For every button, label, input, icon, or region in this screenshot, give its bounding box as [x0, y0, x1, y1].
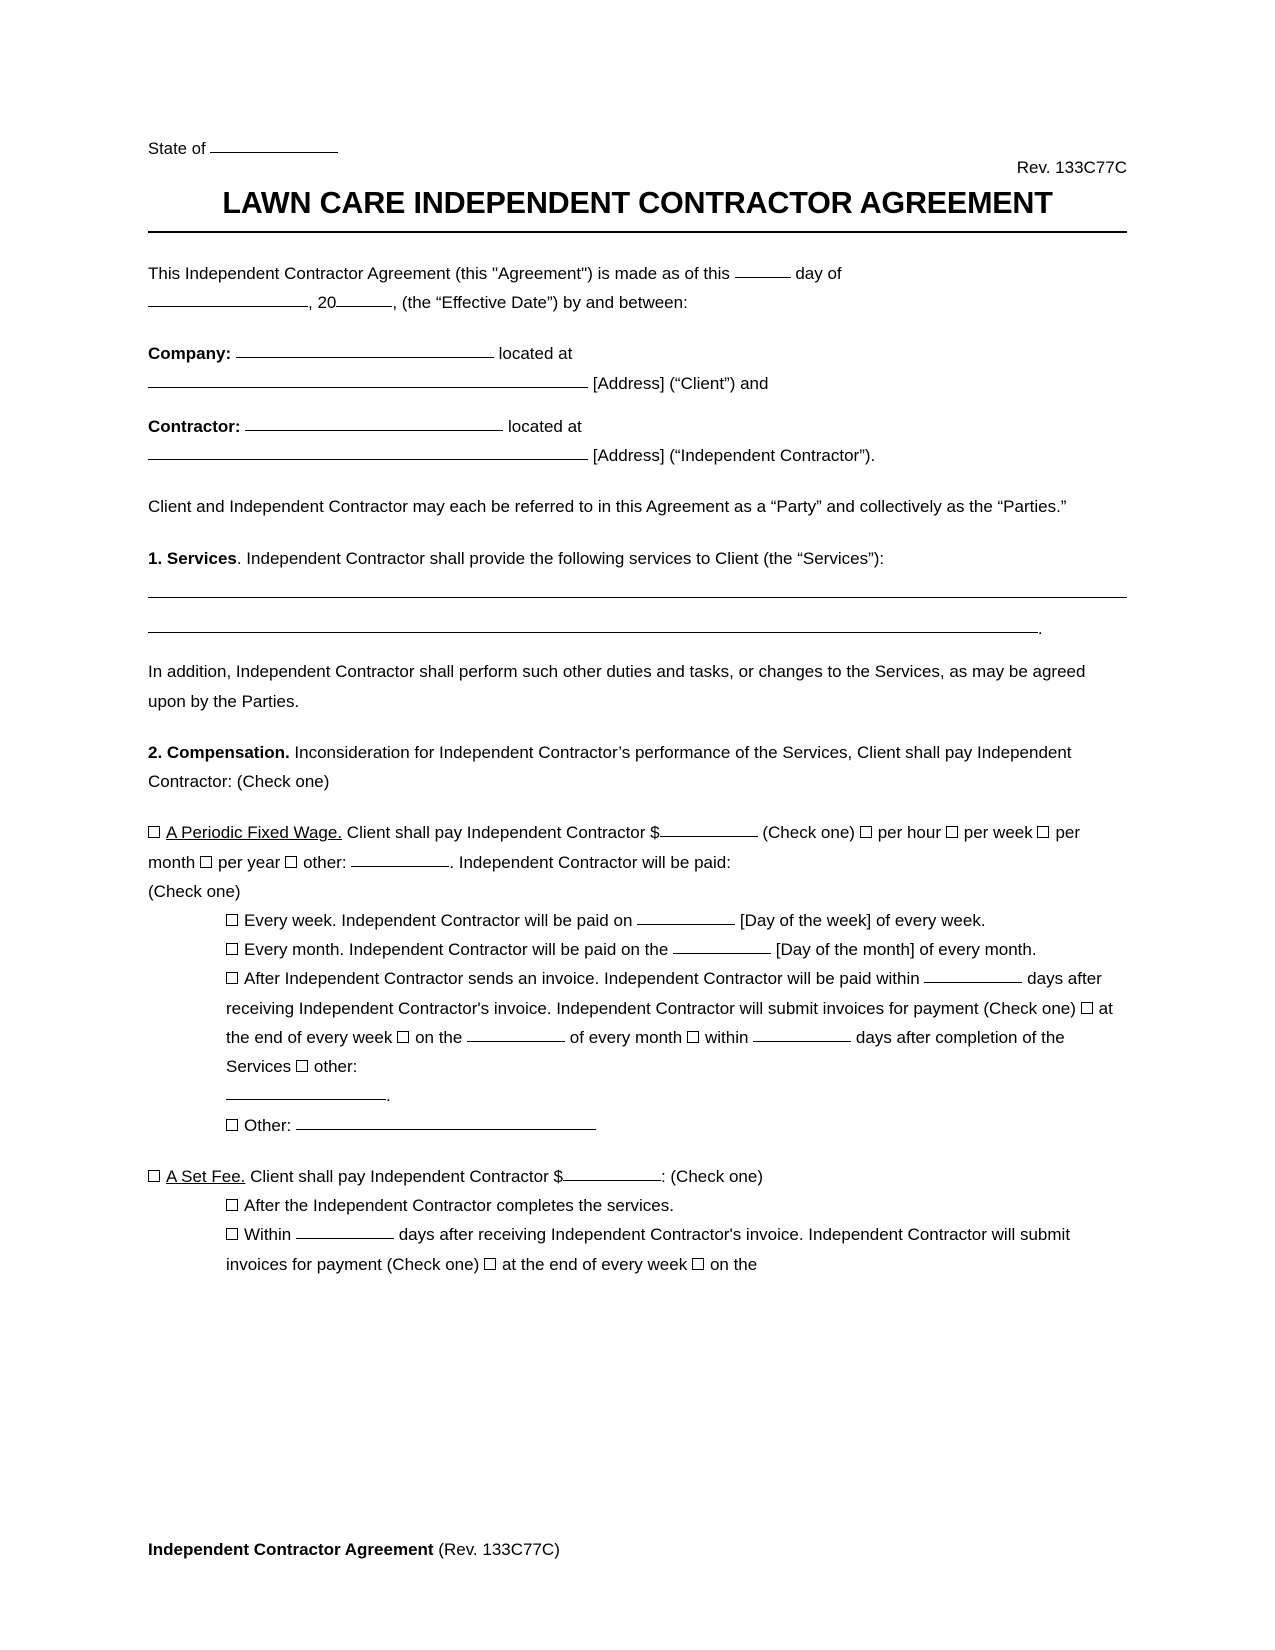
parties-note: Client and Independent Contractor may each be referred to in this Agreement as a “Party” and collectively as the “Parties.” [148, 497, 1067, 517]
footer-title: Independent Contractor Agreement [148, 1540, 434, 1559]
periodic-fixed-wage-label: A Periodic Fixed Wage. [166, 823, 343, 843]
company-block [148, 339, 1127, 397]
state-of-field [148, 140, 338, 159]
services-heading-paragraph [148, 544, 1127, 573]
revision-code: Rev. 133C77C [1016, 158, 1127, 177]
every-month-text-a: Every month. Independent Contractor will be paid on the [244, 940, 669, 960]
invoice-text-f: within [704, 1027, 749, 1047]
document-body [148, 259, 1127, 1279]
intro-line2b: , (the “Effective Date”) by and between: [392, 293, 688, 313]
services-blank-2a [148, 632, 853, 633]
compensation-heading-paragraph [148, 738, 1127, 796]
page-footer [148, 1540, 560, 1560]
label-per-month: per month [148, 823, 1081, 872]
invoice-within-days-blank [753, 1041, 851, 1042]
month-blank [148, 306, 308, 307]
every-week-text-b: [Day of the week] of every week. [739, 910, 986, 930]
state-of-label: State of [148, 140, 206, 158]
periodic-sub-every-month [226, 935, 1127, 964]
contractor-address-suffix: [Address] (“Independent Contractor”). [592, 446, 876, 466]
checkbox-set-fee-on-the[interactable] [692, 1258, 704, 1270]
checkbox-invoice-other[interactable] [296, 1060, 308, 1072]
invoice-text-i: . [386, 1086, 391, 1106]
set-fee-block [148, 1162, 1127, 1191]
set-fee-within-text-a: Within [244, 1225, 292, 1245]
company-located-at: located at [498, 344, 573, 364]
checkbox-invoice-within[interactable] [687, 1031, 699, 1043]
compensation-heading: 2. Compensation. [148, 742, 290, 762]
services-blank-1 [148, 597, 1127, 598]
set-fee-after-text: After the Independent Contractor completes the services. [244, 1196, 674, 1216]
intro-paragraph [148, 259, 1127, 317]
checkbox-every-week[interactable] [226, 914, 238, 926]
set-fee-within-text-b: days after receiving Independent Contractor's invoice. Independent Contractor will submit invoices for payment (Check one) [226, 1225, 1071, 1274]
checkbox-per-month[interactable] [1037, 826, 1049, 838]
intro-line2a: , 20 [308, 293, 337, 313]
set-fee-amount-blank [563, 1180, 661, 1181]
checkbox-set-fee-within[interactable] [226, 1228, 238, 1240]
checkbox-after-invoice[interactable] [226, 972, 238, 984]
invoice-day-of-month-blank [467, 1041, 565, 1042]
periodic-sub-other [226, 1111, 1127, 1140]
every-month-text-b: [Day of the month] of every month. [775, 940, 1037, 960]
every-week-day-blank [637, 924, 735, 925]
services-blank-2b [853, 632, 1038, 633]
checkbox-set-fee-end-of-week[interactable] [484, 1258, 496, 1270]
invoice-other-blank [226, 1099, 386, 1100]
periodic-check-one-2: (Check one) [148, 881, 241, 901]
company-name-blank [236, 357, 494, 358]
label-per-other: other: [303, 852, 347, 872]
services-period: . [1037, 619, 1043, 639]
contractor-address-blank [148, 459, 588, 460]
periodic-other-line-blank [296, 1129, 596, 1130]
services-blank-line-1 [148, 579, 1127, 608]
company-address-blank [148, 387, 588, 388]
periodic-sub-every-week [226, 906, 1127, 935]
checkbox-per-hour[interactable] [860, 826, 872, 838]
invoice-text-a: After Independent Contractor sends an invoice. Independent Contractor will be paid within [244, 969, 920, 989]
page-title: LAWN CARE INDEPENDENT CONTRACTOR AGREEMENT [148, 186, 1127, 233]
set-fee-within-text-c: at the end of every week [501, 1254, 688, 1274]
periodic-other-blank [351, 866, 449, 867]
periodic-paid-intro: . Independent Contractor will be paid: [449, 852, 731, 872]
checkbox-every-month[interactable] [226, 943, 238, 955]
checkbox-set-fee-after-completion[interactable] [226, 1199, 238, 1211]
document-header [148, 140, 1127, 176]
invoice-text-d: on the [415, 1027, 463, 1047]
contractor-block [148, 412, 1127, 470]
checkbox-periodic-other[interactable] [226, 1119, 238, 1131]
company-label: Company: [148, 344, 232, 364]
contractor-label: Contractor: [148, 416, 241, 436]
label-per-year: per year [217, 852, 281, 872]
periodic-check-one: (Check one) [762, 823, 855, 843]
periodic-fixed-wage-block [148, 818, 1127, 906]
services-intro: . Independent Contractor shall provide the following services to Client (the “Services”): [236, 548, 885, 568]
invoice-text-c: at the end of every week [226, 998, 1113, 1047]
intro-line1a: This Independent Contractor Agreement (this "Agreement") is made as of this [148, 264, 730, 283]
set-fee-label: A Set Fee. [166, 1166, 246, 1186]
checkbox-per-year[interactable] [200, 856, 212, 868]
every-month-day-blank [673, 953, 771, 954]
set-fee-within-text-d: on the [709, 1254, 758, 1274]
services-blank-line-2 [148, 614, 1127, 643]
year-blank [336, 306, 392, 307]
checkbox-per-other[interactable] [285, 856, 297, 868]
footer-revision: (Rev. 133C77C) [433, 1540, 560, 1559]
checkbox-set-fee[interactable] [148, 1170, 160, 1182]
invoice-text-e: of every month [569, 1027, 683, 1047]
set-fee-text-b: : (Check one) [660, 1166, 763, 1186]
services-addition: In addition, Independent Contractor shall perform such other duties and tasks, or changes to the Services, as may be agreed upon by the Parties. [148, 662, 1086, 711]
compensation-intro: Inconsideration for Independent Contractor’s performance of the Services, Client shall pay Independent Contractor: (Check one) [148, 742, 1072, 792]
invoice-text-b: days after receiving Independent Contractor's invoice. Independent Contractor will submit invoices for payment (Check one) [226, 969, 1102, 1018]
invoice-days-blank [924, 982, 1022, 983]
every-week-text-a: Every week. Independent Contractor will be paid on [244, 910, 633, 930]
checkbox-invoice-end-of-week[interactable] [1081, 1002, 1093, 1014]
periodic-sub-invoice [226, 964, 1127, 1110]
company-address-suffix: [Address] (“Client”) and [592, 373, 769, 393]
label-per-hour: per hour [877, 823, 942, 843]
periodic-amount-blank [660, 836, 758, 837]
periodic-other-label: Other: [244, 1115, 292, 1135]
periodic-text-a: Client shall pay Independent Contractor $ [346, 823, 660, 843]
invoice-text-g: days after completion of the Services [226, 1027, 1065, 1077]
state-of-blank [210, 152, 338, 153]
services-heading: 1. Services [148, 548, 237, 568]
day-blank [735, 277, 791, 278]
set-fee-text-a: Client shall pay Independent Contractor $ [250, 1166, 563, 1186]
contractor-name-blank [245, 430, 503, 431]
label-per-week: per week [963, 823, 1033, 843]
invoice-text-h: other: [313, 1057, 358, 1077]
set-fee-sub-after [226, 1191, 1127, 1220]
checkbox-periodic-fixed-wage[interactable] [148, 826, 160, 838]
contractor-located-at: located at [508, 416, 582, 436]
checkbox-invoice-on-the[interactable] [397, 1031, 409, 1043]
intro-line1b: day of [795, 264, 842, 283]
checkbox-per-week[interactable] [946, 826, 958, 838]
set-fee-sub-within [226, 1220, 1127, 1278]
set-fee-within-days-blank [296, 1238, 394, 1239]
